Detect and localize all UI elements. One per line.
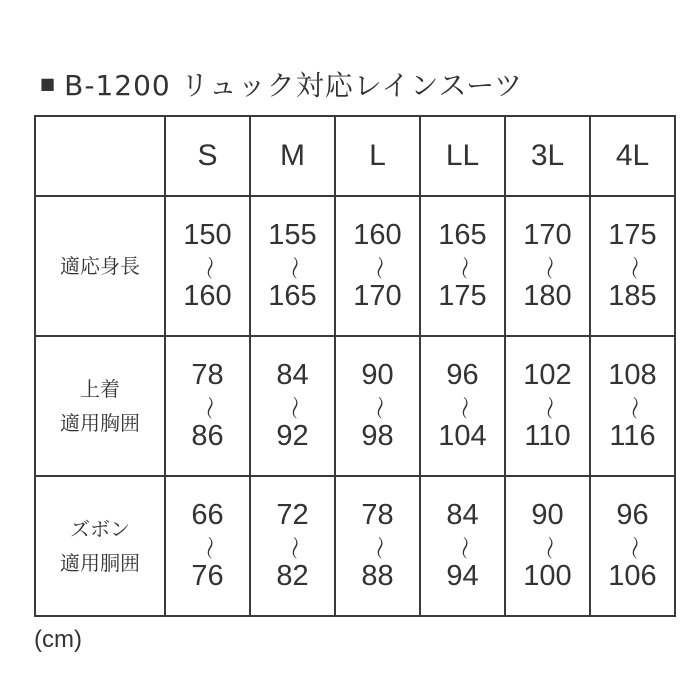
unit-label: (cm) <box>34 626 82 653</box>
range-cell <box>590 336 675 476</box>
row-label <box>35 476 165 616</box>
range-max: 110 <box>524 420 571 453</box>
range-min: 160 <box>353 219 402 252</box>
range-max: 98 <box>361 420 394 453</box>
range-cell <box>250 336 335 476</box>
size-header-s: S <box>165 116 250 196</box>
range-cell <box>165 196 250 336</box>
range-tilde: ～ <box>534 535 562 560</box>
range-tilde: ～ <box>449 535 477 560</box>
range-min: 72 <box>276 499 309 532</box>
corner-cell <box>35 116 165 196</box>
range-max: 76 <box>191 560 224 593</box>
range-min: 84 <box>446 499 479 532</box>
size-header-ll: LL <box>420 116 505 196</box>
range-cell <box>335 336 420 476</box>
range-max: 106 <box>608 560 657 593</box>
range-max: 165 <box>268 280 317 313</box>
range-tilde: ～ <box>619 395 647 420</box>
size-header-3l: 3L <box>505 116 590 196</box>
range-max: 180 <box>523 280 572 313</box>
range-min: 155 <box>268 219 317 252</box>
table-row <box>35 196 675 336</box>
range-min: 66 <box>191 499 224 532</box>
range-max: 160 <box>183 280 232 313</box>
range-min: 90 <box>361 359 394 392</box>
range-min: 108 <box>608 359 657 392</box>
row-label <box>35 196 165 336</box>
range-min: 102 <box>523 359 572 392</box>
range-max: 100 <box>523 560 572 593</box>
range-max: 86 <box>191 420 224 453</box>
range-tilde: ～ <box>194 255 222 280</box>
range-tilde: ～ <box>534 255 562 280</box>
row-label-line: ズボン <box>70 517 130 541</box>
range-cell <box>590 196 675 336</box>
title-bullet: ■ <box>40 74 57 93</box>
range-min: 78 <box>361 499 394 532</box>
range-min: 96 <box>616 499 649 532</box>
range-tilde: ～ <box>364 535 392 560</box>
range-max: 185 <box>608 280 657 313</box>
range-min: 84 <box>276 359 309 392</box>
size-table <box>34 115 676 617</box>
range-cell <box>335 196 420 336</box>
range-min: 150 <box>183 219 232 252</box>
range-tilde: ～ <box>279 395 307 420</box>
page-title <box>40 64 523 104</box>
range-tilde: ～ <box>364 255 392 280</box>
range-cell <box>420 196 505 336</box>
range-min: 175 <box>608 219 657 252</box>
range-tilde: ～ <box>194 535 222 560</box>
range-cell <box>165 476 250 616</box>
range-tilde: ～ <box>279 535 307 560</box>
range-tilde: ～ <box>364 395 392 420</box>
header-row <box>35 116 675 196</box>
range-cell <box>420 336 505 476</box>
range-tilde: ～ <box>534 395 562 420</box>
row-label-line: 適用胸囲 <box>60 411 140 435</box>
range-min: 90 <box>531 499 564 532</box>
range-cell <box>165 336 250 476</box>
title-text: B-1200 リュック対応レインスーツ <box>64 69 523 102</box>
row-label-line: 適応身長 <box>60 254 140 278</box>
range-cell <box>505 476 590 616</box>
range-tilde: ～ <box>194 395 222 420</box>
range-cell <box>505 336 590 476</box>
range-cell <box>335 476 420 616</box>
range-tilde: ～ <box>449 255 477 280</box>
range-max: 94 <box>446 560 479 593</box>
size-header-l: L <box>335 116 420 196</box>
range-tilde: ～ <box>449 395 477 420</box>
range-min: 165 <box>438 219 487 252</box>
range-max: 92 <box>276 420 309 453</box>
range-max: 175 <box>438 280 487 313</box>
size-header-m: M <box>250 116 335 196</box>
range-tilde: ～ <box>619 535 647 560</box>
range-max: 88 <box>361 560 394 593</box>
range-max: 116 <box>609 420 656 453</box>
range-tilde: ～ <box>279 255 307 280</box>
range-min: 78 <box>191 359 224 392</box>
range-min: 170 <box>523 219 572 252</box>
range-cell <box>590 476 675 616</box>
range-cell <box>250 476 335 616</box>
table-row <box>35 476 675 616</box>
row-label-line: 適用胴囲 <box>60 551 140 575</box>
row-label <box>35 336 165 476</box>
range-cell <box>250 196 335 336</box>
range-cell <box>420 476 505 616</box>
size-header-4l: 4L <box>590 116 675 196</box>
range-tilde: ～ <box>619 255 647 280</box>
range-min: 96 <box>446 359 479 392</box>
range-cell <box>505 196 590 336</box>
range-max: 82 <box>276 560 309 593</box>
range-max: 104 <box>438 420 487 453</box>
row-label-line: 上着 <box>80 377 120 401</box>
table-row <box>35 336 675 476</box>
range-max: 170 <box>353 280 402 313</box>
